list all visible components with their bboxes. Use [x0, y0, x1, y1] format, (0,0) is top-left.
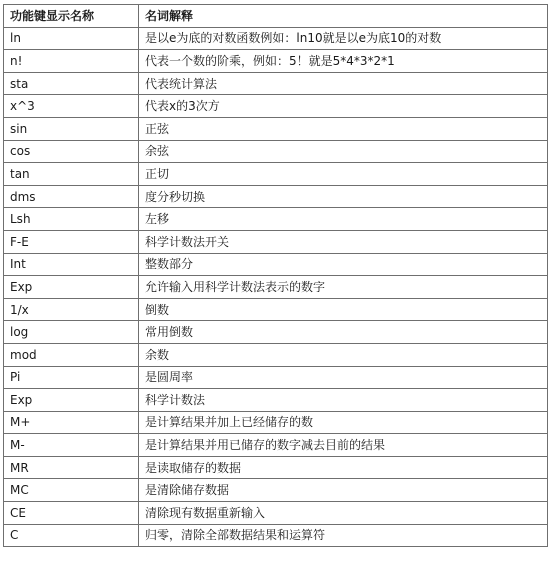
header-function-key-name: 功能键显示名称	[4, 5, 139, 28]
explanation-cell: 是计算结果并用已储存的数字减去目前的结果	[139, 434, 548, 457]
table-row	[4, 185, 548, 208]
explanation-cell: 归零，清除全部数据结果和运算符	[139, 524, 548, 547]
table-header-row	[4, 5, 548, 28]
key-name-cell: n!	[4, 50, 139, 73]
table-row	[4, 366, 548, 389]
explanation-cell: 科学计数法	[139, 389, 548, 412]
explanation-cell: 是圆周率	[139, 366, 548, 389]
function-key-table	[3, 4, 548, 547]
table-row	[4, 140, 548, 163]
table-row	[4, 230, 548, 253]
function-key-table-container	[3, 4, 547, 547]
table-row	[4, 434, 548, 457]
explanation-cell: 余弦	[139, 140, 548, 163]
key-name-cell: Int	[4, 253, 139, 276]
table-row	[4, 117, 548, 140]
explanation-cell: 是清除储存数据	[139, 479, 548, 502]
explanation-cell: 代表x的3次方	[139, 95, 548, 118]
table-row	[4, 276, 548, 299]
explanation-cell: 整数部分	[139, 253, 548, 276]
explanation-cell: 左移	[139, 208, 548, 231]
explanation-cell: 正弦	[139, 117, 548, 140]
key-name-cell: tan	[4, 163, 139, 186]
explanation-cell: 余数	[139, 343, 548, 366]
table-row	[4, 95, 548, 118]
key-name-cell: C	[4, 524, 139, 547]
key-name-cell: M+	[4, 411, 139, 434]
explanation-cell: 代表一个数的阶乘，例如：5！就是5*4*3*2*1	[139, 50, 548, 73]
table-row	[4, 411, 548, 434]
table-row	[4, 456, 548, 479]
key-name-cell: ln	[4, 27, 139, 50]
key-name-cell: MR	[4, 456, 139, 479]
table-row	[4, 502, 548, 525]
key-name-cell: sta	[4, 72, 139, 95]
table-row	[4, 524, 548, 547]
explanation-cell: 正切	[139, 163, 548, 186]
table-row	[4, 343, 548, 366]
explanation-cell: 科学计数法开关	[139, 230, 548, 253]
key-name-cell: cos	[4, 140, 139, 163]
key-name-cell: x^3	[4, 95, 139, 118]
key-name-cell: Pi	[4, 366, 139, 389]
table-row	[4, 27, 548, 50]
key-name-cell: dms	[4, 185, 139, 208]
explanation-cell: 倒数	[139, 298, 548, 321]
table-row	[4, 253, 548, 276]
explanation-cell: 清除现有数据重新输入	[139, 502, 548, 525]
explanation-cell: 度分秒切换	[139, 185, 548, 208]
table-row	[4, 72, 548, 95]
key-name-cell: CE	[4, 502, 139, 525]
table-row	[4, 479, 548, 502]
table-row	[4, 50, 548, 73]
table-row	[4, 163, 548, 186]
key-name-cell: MC	[4, 479, 139, 502]
table-row	[4, 321, 548, 344]
key-name-cell: Lsh	[4, 208, 139, 231]
key-name-cell: F-E	[4, 230, 139, 253]
table-row	[4, 389, 548, 412]
key-name-cell: mod	[4, 343, 139, 366]
table-row	[4, 208, 548, 231]
explanation-cell: 允许输入用科学计数法表示的数字	[139, 276, 548, 299]
key-name-cell: Exp	[4, 276, 139, 299]
header-term-explanation: 名词解释	[139, 5, 548, 28]
key-name-cell: log	[4, 321, 139, 344]
key-name-cell: M-	[4, 434, 139, 457]
explanation-cell: 是以e为底的对数函数例如：ln10就是以e为底10的对数	[139, 27, 548, 50]
explanation-cell: 常用倒数	[139, 321, 548, 344]
explanation-cell: 是计算结果并加上已经储存的数	[139, 411, 548, 434]
key-name-cell: sin	[4, 117, 139, 140]
key-name-cell: 1/x	[4, 298, 139, 321]
explanation-cell: 是读取储存的数据	[139, 456, 548, 479]
key-name-cell: Exp	[4, 389, 139, 412]
table-row	[4, 298, 548, 321]
explanation-cell: 代表统计算法	[139, 72, 548, 95]
